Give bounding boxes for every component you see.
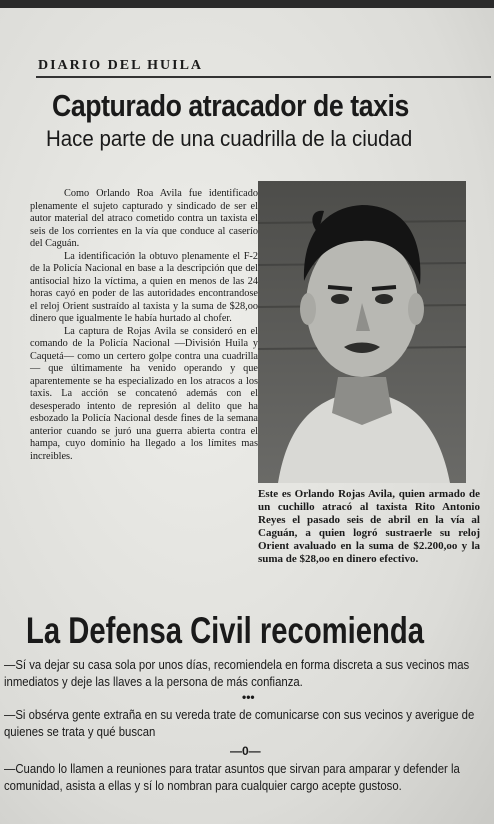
recommendation-1: —Sí va dejar su casa sola por unos días, recomiendela en forma discreta a sus vecinos mas inmediatos y deje las llaves a la persona de más confianza. xyxy=(4,657,470,689)
article-headline: Capturado atracador de taxis xyxy=(52,88,409,123)
suspect-photo xyxy=(258,181,466,483)
article-body xyxy=(30,188,258,463)
article-paragraph-3: La captura de Rojas Avila se consideró en el comando de la Policía Nacional —División Huila y Caquetá— como un certero golpe contra una cuadrilla — que últimamente ha venido operando y que aparentemente se ha especializado en los atracos a los taxis. La acción se concatenó además con el desesperado intento de represión al delito que ha esbozado la Policía Nacional desde fines de la semana anterior cuando se juró una guerra abierta contra el hampa, cuyo dominio ha llegado a los límites mas increibles. xyxy=(30,325,258,462)
top-edge-shadow xyxy=(0,0,494,8)
separator-dots: ••• xyxy=(242,690,255,704)
article-paragraph-1: Como Orlando Roa Avila fue identificado plenamente el sujeto capturado y sindicado de ser el autor material del atraco cometido contra un taxista el seis de los corrientes en la vía que conduce al caserío del Caguán. xyxy=(30,188,258,249)
masthead-rule xyxy=(36,76,491,78)
separator-zero: —0— xyxy=(230,744,261,758)
article-subheadline: Hace parte de una cuadrilla de la ciudad xyxy=(46,126,413,151)
portrait-illustration xyxy=(258,181,466,483)
photo-caption: Este es Orlando Rojas Avila, quien armado de un cuchillo atracó al taxista Rito Antonio Reyes el pasado seis de abril en la vía al Caguán, a quien logró sustraerle su reloj Orient avaluado en la suma de $2.200,oo y la suma de $28,oo en dinero efectivo. xyxy=(258,488,480,565)
newspaper-name: DIARIO DEL HUILA xyxy=(38,58,204,73)
recommendation-3: —Cuando lo llamen a reuniones para tratar asuntos que sirvan para amparar y defender la comunidad, asista a ellas y sí lo nombran para cualquier cargo acepte gustoso. xyxy=(4,761,460,793)
recommendation-2: —Si obsérva gente extraña en su vereda trate de comunicarse con sus vecinos y averigue de quienes se trata y qué buscan xyxy=(4,707,475,739)
second-headline: La Defensa Civil recomienda xyxy=(26,610,425,651)
article-paragraph-2: La identificación la obtuvo plenamente el F-2 de la Policía Nacional en base a la descripción que del antisocial hizo la víctima, a quien en menos de las 24 horas cayó en poder de las autoridades encontrandose el reloj Orient sustraído al taxista y la suma de $28,oo dinero que igualmente le había hurtado al chofer. xyxy=(30,250,258,324)
